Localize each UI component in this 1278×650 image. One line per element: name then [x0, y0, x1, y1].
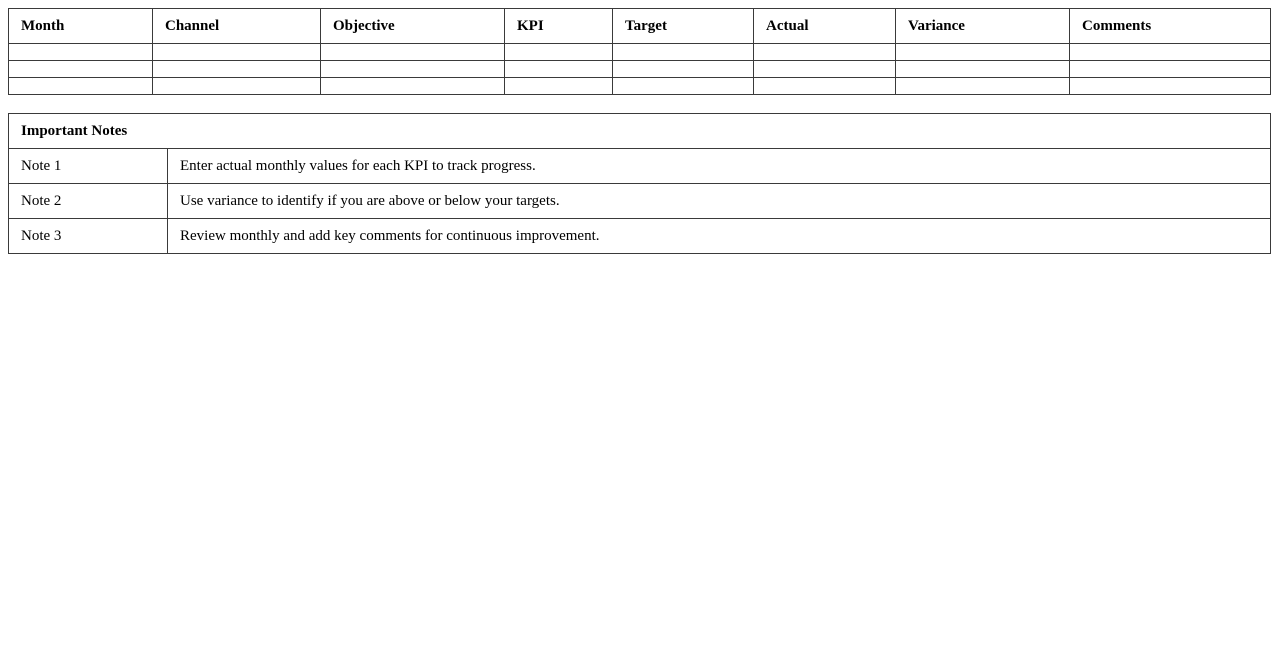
note-text: Review monthly and add key comments for continuous improvement. — [168, 219, 1271, 254]
table-cell[interactable] — [896, 44, 1070, 61]
table-cell[interactable] — [9, 44, 153, 61]
notes-title: Important Notes — [9, 114, 1271, 149]
table-cell[interactable] — [1070, 78, 1271, 95]
column-header-kpi: KPI — [505, 9, 613, 44]
table-cell[interactable] — [153, 78, 321, 95]
note-text: Use variance to identify if you are above or below your targets. — [168, 184, 1271, 219]
table-cell[interactable] — [754, 78, 896, 95]
column-header-month: Month — [9, 9, 153, 44]
table-cell[interactable] — [9, 61, 153, 78]
note-row — [9, 219, 1271, 254]
table-cell[interactable] — [505, 78, 613, 95]
table-cell[interactable] — [1070, 61, 1271, 78]
note-label: Note 3 — [9, 219, 168, 254]
table-row — [9, 44, 1271, 61]
note-row — [9, 149, 1271, 184]
table-cell[interactable] — [613, 78, 754, 95]
table-cell[interactable] — [321, 44, 505, 61]
table-cell[interactable] — [754, 44, 896, 61]
column-header-target: Target — [613, 9, 754, 44]
table-cell[interactable] — [754, 61, 896, 78]
table-header-row — [9, 9, 1271, 44]
important-notes-table — [8, 113, 1271, 254]
table-cell[interactable] — [1070, 44, 1271, 61]
note-row — [9, 184, 1271, 219]
column-header-variance: Variance — [896, 9, 1070, 44]
table-cell[interactable] — [505, 61, 613, 78]
table-cell[interactable] — [153, 44, 321, 61]
table-cell[interactable] — [613, 61, 754, 78]
table-cell[interactable] — [321, 78, 505, 95]
table-row — [9, 61, 1271, 78]
column-header-objective: Objective — [321, 9, 505, 44]
column-header-actual: Actual — [754, 9, 896, 44]
notes-header-row — [9, 114, 1271, 149]
table-cell[interactable] — [153, 61, 321, 78]
table-cell[interactable] — [896, 78, 1070, 95]
table-cell[interactable] — [896, 61, 1070, 78]
column-header-comments: Comments — [1070, 9, 1271, 44]
table-row — [9, 78, 1271, 95]
note-text: Enter actual monthly values for each KPI to track progress. — [168, 149, 1271, 184]
note-label: Note 2 — [9, 184, 168, 219]
table-cell[interactable] — [9, 78, 153, 95]
table-cell[interactable] — [321, 61, 505, 78]
table-cell[interactable] — [613, 44, 754, 61]
table-cell[interactable] — [505, 44, 613, 61]
kpi-tracking-table — [8, 8, 1271, 95]
column-header-channel: Channel — [153, 9, 321, 44]
note-label: Note 1 — [9, 149, 168, 184]
